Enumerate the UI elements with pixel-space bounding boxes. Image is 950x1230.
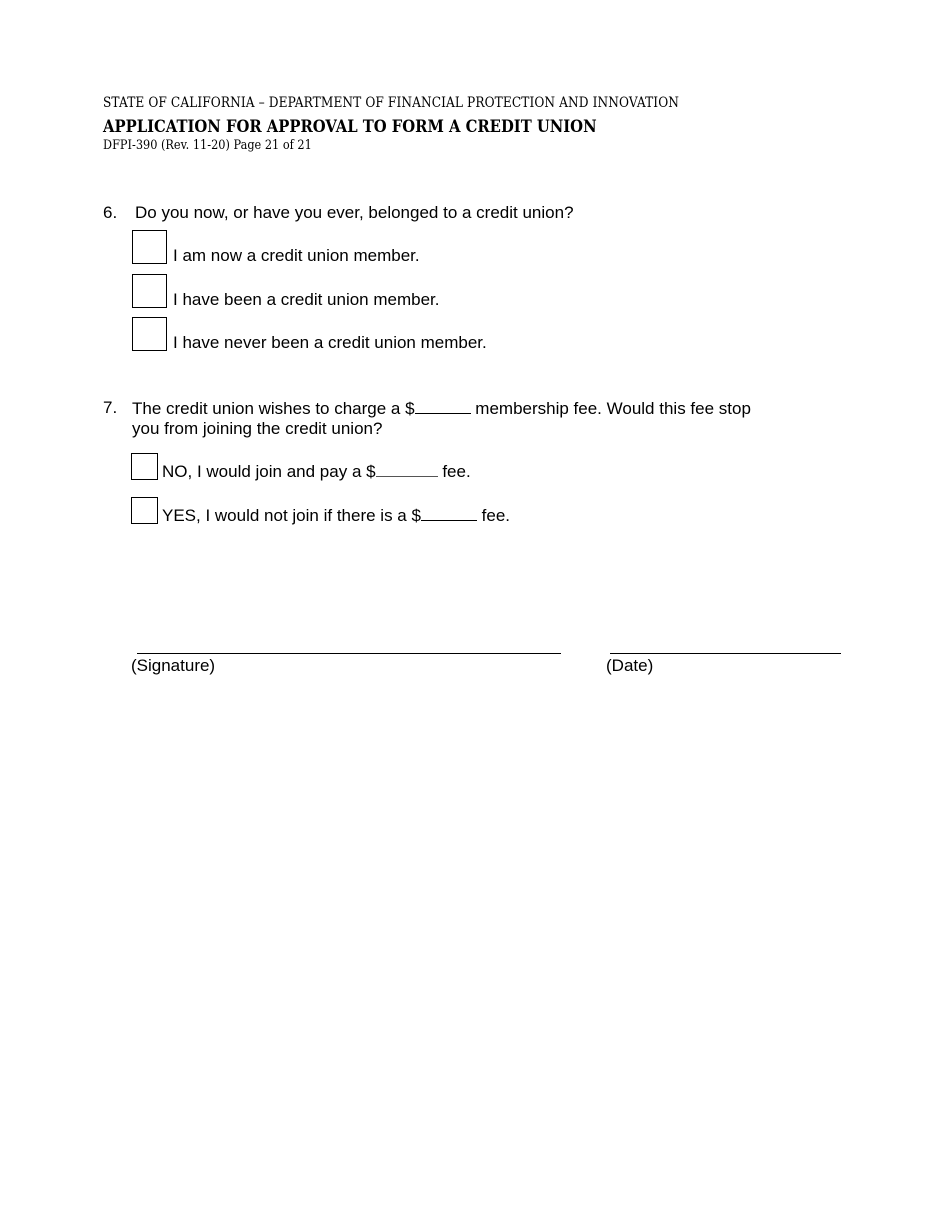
membership-fee-blank[interactable] [415, 397, 471, 414]
form-id: DFPI-390 (Rev. 11-20) Page 21 of 21 [103, 138, 312, 153]
question-7-text-line1 [132, 397, 751, 419]
q7-no-checkbox[interactable] [131, 453, 158, 480]
question-6-text: Do you now, or have you ever, belonged to a credit union? [135, 203, 574, 222]
form-title: APPLICATION FOR APPROVAL TO FORM A CREDIT UNION [103, 117, 597, 137]
q6-never-member-checkbox[interactable] [132, 317, 167, 351]
q7-no-fee-blank[interactable] [376, 460, 438, 477]
q7-yes-text: YES, I would not join if there is a $ [162, 506, 421, 525]
signature-line[interactable] [137, 653, 561, 654]
q6-option-label: I have been a credit union member. [173, 290, 440, 309]
q6-option-label: I am now a credit union member. [173, 246, 420, 265]
q6-been-member-checkbox[interactable] [132, 274, 167, 308]
q7-option-no-label [162, 460, 471, 482]
signature-label: (Signature) [131, 656, 216, 675]
q7-no-fee-suffix: fee. [442, 462, 471, 481]
q7-yes-checkbox[interactable] [131, 497, 158, 524]
q7-option-yes-label [162, 504, 510, 526]
q7-option-no[interactable] [131, 453, 471, 480]
q7-yes-fee-suffix: fee. [481, 506, 511, 525]
question-7-text-line2: you from joining the credit union? [132, 419, 383, 438]
question-7-text-after: membership fee. Would this fee stop [475, 399, 751, 418]
q6-option-label: I have never been a credit union member. [173, 333, 487, 352]
question-6-number: 6. [103, 203, 118, 222]
q7-option-yes[interactable] [131, 497, 510, 524]
date-line[interactable] [610, 653, 841, 654]
q6-now-member-checkbox[interactable] [132, 230, 167, 264]
agency-header: STATE OF CALIFORNIA – DEPARTMENT OF FINANCIAL PROTECTION AND INNOVATION [103, 95, 680, 111]
q7-no-text: NO, I would join and pay a $ [162, 462, 376, 481]
question-7-number: 7. [103, 398, 118, 417]
q6-option-now-member[interactable] [132, 230, 420, 264]
q6-option-been-member[interactable] [132, 274, 440, 308]
date-label: (Date) [606, 656, 654, 675]
question-7-text-before: The credit union wishes to charge a $ [132, 399, 415, 418]
q7-yes-fee-blank[interactable] [421, 504, 477, 521]
q6-option-never-member[interactable] [132, 317, 487, 351]
